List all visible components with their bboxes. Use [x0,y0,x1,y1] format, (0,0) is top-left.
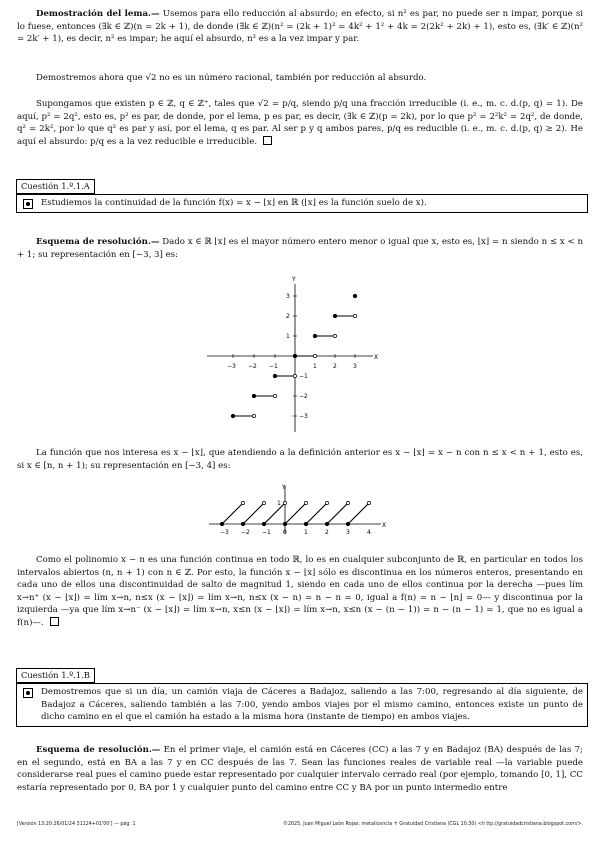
question-a-text: Estudiemos la continuidad de la función f(x) = x − ⌊x⌋ en ℝ (⌊x⌋ es la función suelo de x). [41,198,427,208]
x-tick-label: 2 [325,529,329,536]
y-tick-label: −1 [299,373,308,380]
qed-icon [263,136,272,145]
x-tick-label: 1 [313,363,317,370]
x-tick-label: 0 [283,529,287,536]
y-tick-label: 1 [286,333,290,340]
bullet-icon [23,688,33,698]
x-tick-label: 2 [333,363,337,370]
question-a-label: Cuestión 1.º.1.A [16,179,95,194]
continuity-text: Como el polinomio x − n es una función continua en todo ℝ, lo es en cualquier subconjunto de ℝ, en particular en todos los intervalos abiertos (n, n + 1) con n ∈ ℤ. Por esto, la función x − ⌊x⌋ sólo es discontinua en los números enteros, presentando en cada uno de ellos una discontinuidad de salto de magnitud 1, siendo en cada uno de ellos continua por la derecha —pues lím x→n⁺ (x − ⌊x⌋) = lím x→n, n≤x (x − ⌊x⌋) = lím x→n, n≤x (x − n) = n − n = 0, igual a f(n) = n − ⌊n⌋ = 0— y discontinua por la izquierda —ya que lím x→n⁻ (x − ⌊x⌋) = lím x→n, x≤n (x − ⌊x⌋) = lím x→n, x≤n (x − (n − 1)) = n − (n − 1) = 1, que no es igual a f(n)—. [17,555,583,628]
sqrt2-proof-text: Supongamos que existen p ∈ ℤ, q ∈ ℤ⁺, tales que √2 = p/q, siendo p/q una fracción irreducible (i. e., m. c. d.(p, q) = 1). De aquí, p² = 2q², esto es, p² es par, de donde, por el lema, p es par, es decir, (∃k ∈ ℤ)(p = 2k), por lo que p² = 2²k² = 2q², de donde, q² = 2k², por lo que q² es par y así, por el lema, q es par. Al ser p y q ambos pares, p/q es reducible (i. e., m. c. d.(p, q) ≥ 2). He aquí el absurdo: p/q es a la vez reducible e irreducible. [17,99,583,147]
y-tick-label: 1 [277,500,281,507]
paragraph-lead-in: Demostración del lema.— [36,9,160,19]
sqrt2-intro-paragraph: Demostremos ahora que √2 no es un número racional, también por reducción al absurdo. [36,73,427,83]
x-tick-label: 1 [304,529,308,536]
y-axis-label: Y [282,484,286,491]
x-axis-label: X [374,354,379,361]
continuity-paragraph [17,554,583,630]
x-tick-label: 3 [353,363,357,370]
paragraph-lead-in: Esquema de resolución.— [36,745,161,755]
x-tick-label: −1 [262,529,271,536]
x-tick-label: −3 [220,529,229,536]
y-tick-label: 2 [286,313,290,320]
y-axis-label: Y [292,276,296,283]
x-tick-label: −1 [269,363,278,370]
footer-license: ©2025, Juan Miguel León Rojas; metalicencia ✝ Gratuidad Cristiana (CGL 10.30) <h ttp://gratuidadcristiana.blogspot.com/>. [283,822,583,827]
fractional-part-plot [205,482,395,540]
frac-teeth [220,501,370,525]
x-tick-label: 3 [346,529,350,536]
question-b-box [16,683,588,727]
question-b-label: Cuestión 1.º.1.B [16,668,95,683]
x-tick-label: 4 [367,529,371,536]
x-tick-label: −2 [241,529,250,536]
bullet-icon [23,199,33,209]
qed-icon [50,617,59,626]
lemma-proof-paragraph: Demostración del lema.— Usemos para ello reducción al absurdo; en efecto, si n² es par, no puede ser n impar, porque si lo fuese, entonces (∃k ∈ ℤ)(n = 2k + 1), de donde (∃k ∈ ℤ)(n² = (2k + 1)² = 4k² + 1² + 4k = 2(2k² + 2k) + 1), esto es, (∃k′ ∈ ℤ)(n² = 2k′ + 1), es decir, n² es impar; he aquí el absurdo, n² es a la vez impar y par. [17,9,583,45]
y-tick-label: −3 [299,413,308,420]
truck-scheme-paragraph: Esquema de resolución.— En el primer viaje, el camión está en Cáceres (CC) a las 7 y en Badajoz (BA) después de las 7; en el segundo, está en BA a las 7 y en CC después de las 7. Sean las funciones reales de variable real —la variable puede considerarse real pues el camino puede estar representado por cualquier intervalo cerrado real (por ejemplo, tomando [0, 1], CC estaría representado por 0, BA por 1 y cualquier punto del camino entre CC y BA por un punto intermedio entre [17,745,583,793]
paragraph-lead-in: Esquema de resolución.— [36,237,160,247]
x-axis-label: X [382,522,387,529]
x-tick-label: −3 [227,363,236,370]
y-tick-label: −2 [299,393,308,400]
question-a-box [16,194,588,213]
floor-function-plot [205,272,385,432]
x-tick-label: −2 [248,363,257,370]
y-tick-label: 3 [286,293,290,300]
footer-version: [Versión 13:20:26/01/24 31124+01'00'] — pág. 1 [17,822,136,827]
sqrt2-proof-paragraph [17,98,583,148]
floor-scheme-paragraph: Esquema de resolución.— Dado x ∈ ℝ ⌊x⌋ es el mayor número entero menor o igual que x, esto es, ⌊x⌋ = n siendo n ≤ x < n + 1; su representación en [−3, 3] es: [17,237,583,260]
question-b-text: Demostremos que si un día, un camión viaja de Cáceres a Badajoz, saliendo a las 7:00, regresando al día siguiente, de Badajoz a Cáceres, saliendo también a las 7:00, yendo ambos viajes por el mismo camino, entonces existe un punto de dicho camino en el que el camión ha estado a la misma hora (instante de tiempo) en ambos viajes. [41,687,583,723]
frac-scheme-paragraph: La función que nos interesa es x − ⌊x⌋, que atendiendo a la definición anterior es x − ⌊x⌋ = x − n con n ≤ x < n + 1, esto es, si x ∈ [n, n + 1); su representación en [−3, 4] es: [17,448,583,471]
